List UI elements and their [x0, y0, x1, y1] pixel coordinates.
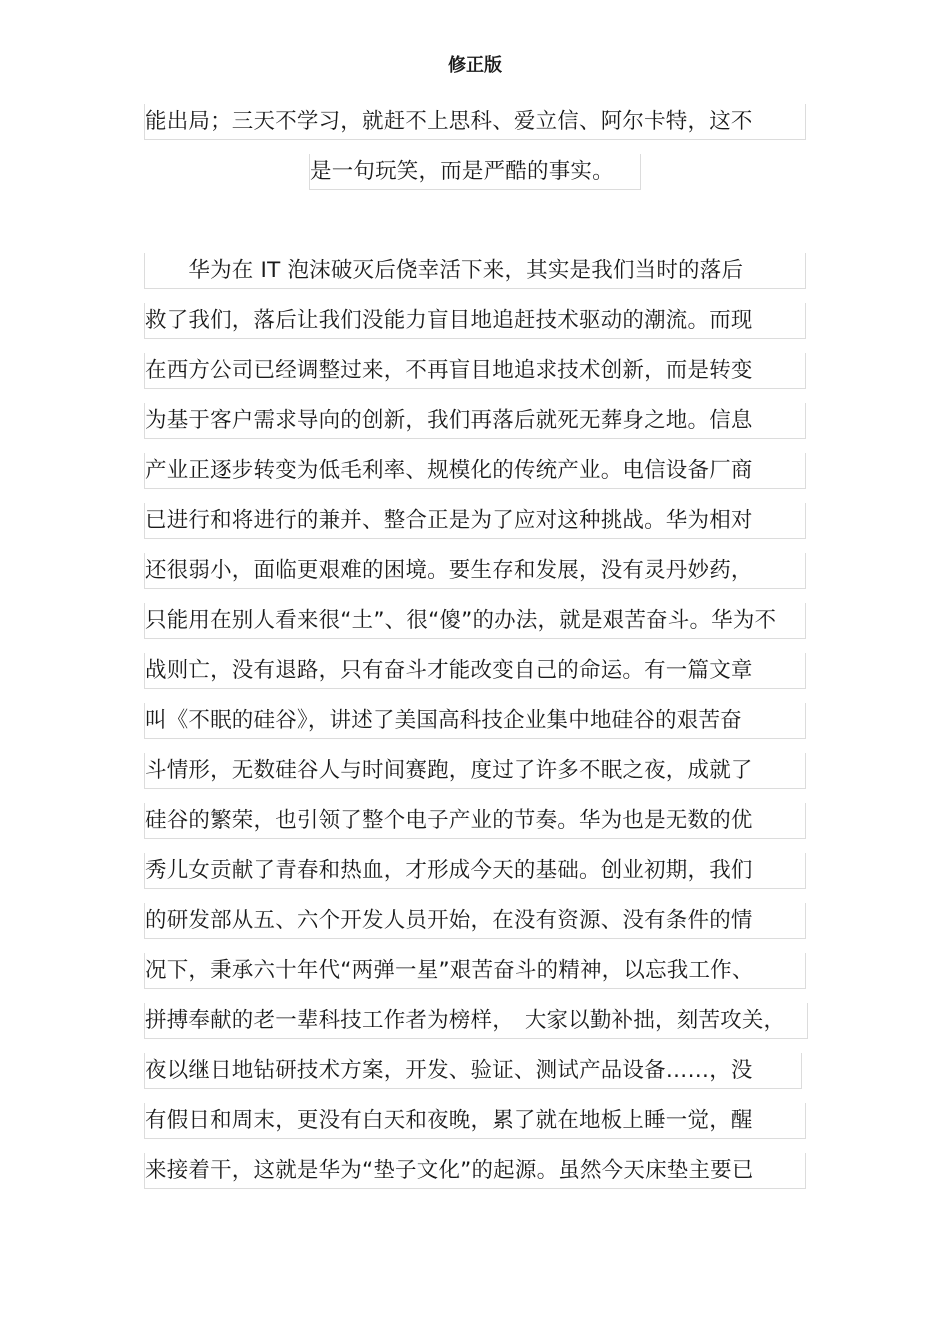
text-line: 况下，秉承六十年代“两弹一星”艰苦奋斗的精神，以忘我工作、: [144, 953, 806, 989]
text-line: 还很弱小，面临更艰难的困境。要生存和发展，没有灵丹妙药，: [144, 553, 806, 589]
text-line: 叫《不眠的硅谷》，讲述了美国高科技企业集中地硅谷的艰苦奋: [144, 703, 806, 739]
text-line: 硅谷的繁荣，也引领了整个电子产业的节奏。华为也是无数的优: [144, 803, 806, 839]
text-line: 秀儿女贡献了青春和热血，才形成今天的基础。创业初期，我们: [144, 853, 806, 889]
text-line: 救了我们，落后让我们没能力盲目地追赶技术驱动的潮流。而现: [144, 303, 806, 339]
text-line: 战则亡，没有退路，只有奋斗才能改变自己的命运。有一篇文章: [144, 653, 806, 689]
text-line: 产业正逐步转变为低毛利率、规模化的传统产业。电信设备厂商: [144, 453, 806, 489]
text-line: 是一句玩笑，而是严酷的事实。: [309, 154, 641, 190]
text-line: 夜以继日地钻研技术方案，开发、验证、测试产品设备……，没: [144, 1053, 802, 1089]
text-line: 在西方公司已经调整过来，不再盲目地追求技术创新，而是转变: [144, 353, 806, 389]
text-line: 已进行和将进行的兼并、整合正是为了应对这种挑战。华为相对: [144, 503, 806, 539]
page-header-title: 修正版: [448, 55, 502, 76]
text-line: 只能用在别人看来很“土”、很“傻”的办法，就是艰苦奋斗。华为不: [144, 603, 806, 639]
text-line: 有假日和周末，更没有白天和夜晚，累了就在地板上睡一觉，醒: [144, 1103, 806, 1139]
text-line: 为基于客户需求导向的创新，我们再落后就死无葬身之地。信息: [144, 403, 806, 439]
text-line: 能出局；三天不学习，就赶不上思科、爱立信、阿尔卡特，这不: [144, 104, 806, 140]
text-line: 拼搏奉献的老一辈科技工作者为榜样， 大家以勤补拙，刻苦攻关，: [144, 1003, 808, 1039]
text-line: 华为在 IT 泡沫破灭后侥幸活下来，其实是我们当时的落后: [144, 253, 806, 289]
text-line: 来接着干，这就是华为“垫子文化”的起源。虽然今天床垫主要已: [144, 1153, 806, 1189]
text-line: 斗情形，无数硅谷人与时间赛跑，度过了许多不眠之夜，成就了: [144, 753, 806, 789]
text-line: 的研发部从五、六个开发人员开始，在没有资源、没有条件的情: [144, 903, 806, 939]
